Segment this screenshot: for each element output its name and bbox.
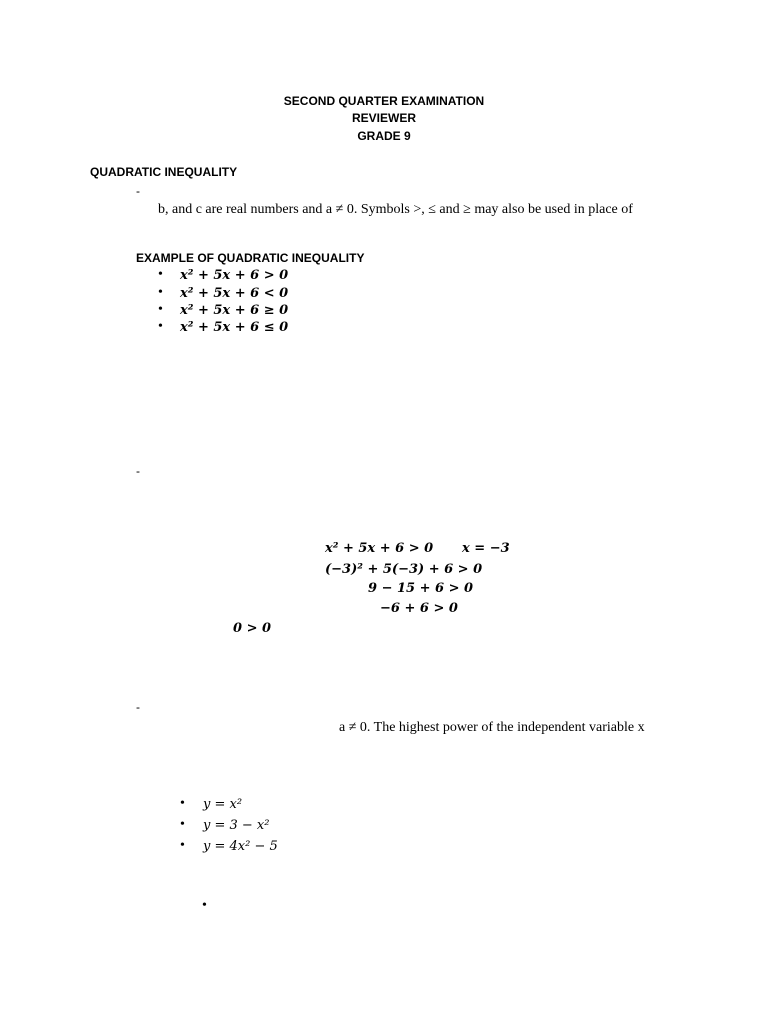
empty-bullet-icon: • [202, 898, 207, 913]
example-inequality: x² + 5x + 6 ≤ 0 [180, 320, 289, 335]
example-inequality: x² + 5x + 6 ≥ 0 [180, 303, 289, 318]
example-inequality: x² + 5x + 6 > 0 [180, 268, 289, 283]
dash-marker: - [136, 700, 140, 714]
equation-line: 9 − 15 + 6 > 0 [368, 581, 474, 596]
equation-value: x = −3 [462, 541, 510, 556]
equation-line: (−3)² + 5(−3) + 6 > 0 [325, 562, 483, 577]
function-definition-text: a ≠ 0. The highest power of the independent variable x [339, 720, 645, 735]
section-title: QUADRATIC INEQUALITY [90, 165, 238, 179]
bullet-icon: • [158, 319, 163, 334]
equation-line: x² + 5x + 6 > 0 [325, 541, 434, 556]
equation-result: 0 > 0 [233, 621, 272, 636]
bullet-icon: • [180, 796, 185, 811]
equation-line: −6 + 6 > 0 [380, 601, 458, 616]
exam-grade: GRADE 9 [357, 129, 411, 143]
exam-title: SECOND QUARTER EXAMINATION [283, 94, 485, 108]
function-example: y = 3 − x² [203, 818, 270, 833]
function-example: y = 4x² − 5 [203, 839, 278, 854]
function-example: y = x² [203, 797, 243, 812]
examples-title: EXAMPLE OF QUADRATIC INEQUALITY [136, 251, 365, 265]
bullet-icon: • [180, 838, 185, 853]
dash-marker: - [136, 464, 140, 478]
bullet-icon: • [158, 267, 163, 282]
dash-marker: - [136, 184, 140, 198]
definition-text: b, and c are real numbers and a ≠ 0. Symbols >, ≤ and ≥ may also be used in place of [158, 202, 633, 217]
bullet-icon: • [158, 302, 163, 317]
exam-subtitle: REVIEWER [351, 111, 416, 125]
bullet-icon: • [180, 817, 185, 832]
bullet-icon: • [158, 285, 163, 300]
example-inequality: x² + 5x + 6 < 0 [180, 286, 289, 301]
